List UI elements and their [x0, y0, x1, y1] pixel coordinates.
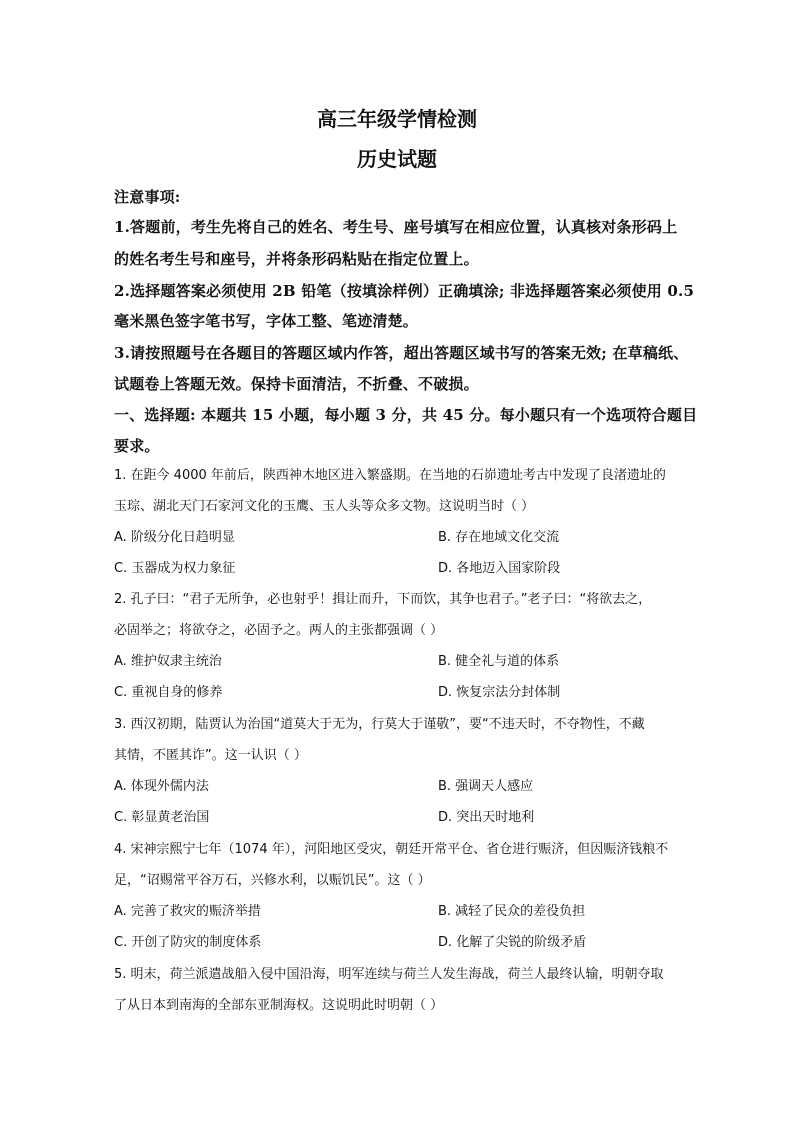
question-3-stem: 其情，不匿其诈”。这一认识（ ）	[114, 748, 307, 763]
question-5-stem: 了从日本到南海的全部东亚制海权。这说明此时明朝（ ）	[114, 998, 444, 1013]
question-4-option-c: C. 开创了防灾的制度体系	[114, 935, 262, 950]
notice-line: 3.请按照题号在各题目的答题区域内作答，超出答题区域书写的答案无效; 在草稿纸、	[114, 344, 689, 362]
question-4-stem: 足，“诏赐常平谷万石，兴修水利，以赈饥民”。这（ ）	[114, 873, 431, 888]
question-2-option-d: D. 恢复宗法分封体制	[438, 685, 561, 700]
notice-line: 毫米黑色签字笔书写，字体工整、笔迹清楚。	[114, 312, 419, 330]
question-2-option-b: B. 健全礼与道的体系	[438, 654, 560, 669]
question-5-stem: 5. 明末，荷兰派遣战船入侵中国沿海，明军连续与荷兰人发生海战，荷兰人最终认输，明朝夺取	[114, 967, 664, 982]
question-1-option-b: B. 存在地域文化交流	[438, 530, 560, 545]
question-1-option-c: C. 玉器成为权力象征	[114, 561, 236, 576]
notice-line: 2.选择题答案必须使用 2B 铅笔（按填涂样例）正确填涂; 非选择题答案必须使用 0.5	[114, 282, 695, 300]
question-3-stem: 3. 西汉初期，陆贾认为治国“道莫大于无为，行莫大于谨敬”，要“不违天时，不夺物性，不藏	[114, 717, 645, 732]
question-4-stem: 4. 宋神宗熙宁七年（1074 年），河阳地区受灾，朝廷开常平仓、省仓进行赈济，但因赈济钱粮不	[114, 842, 669, 857]
question-2-option-a: A. 维护奴隶主统治	[114, 654, 222, 669]
question-2-option-c: C. 重视自身的修养	[114, 685, 223, 700]
question-3-option-c: C. 彰显黄老治国	[114, 810, 210, 825]
notice-line: 的姓名考生号和座号，并将条形码粘贴在指定位置上。	[114, 250, 479, 268]
exam-subject: 历史试题	[357, 147, 437, 171]
question-3-option-b: B. 强调天人感应	[438, 779, 534, 794]
question-4-option-a: A. 完善了救灾的赈济举措	[114, 904, 261, 919]
question-3-option-d: D. 突出天时地利	[438, 810, 535, 825]
question-2-stem: 2. 孔子曰：“君子无所争，必也射乎！揖让而升，下而饮，其争也君子。”老子曰：“将欲去之，	[114, 592, 652, 607]
notice-heading: 注意事项:	[114, 188, 181, 206]
section-heading: 要求。	[114, 437, 160, 455]
question-4-option-d: D. 化解了尖锐的阶级矛盾	[438, 935, 587, 950]
notice-line: 1.答题前，考生先将自己的姓名、考生号、座号填写在相应位置，认真核对条形码上	[114, 218, 678, 236]
question-1-stem: 1. 在距今 4000 年前后，陕西神木地区进入繁盛期。在当地的石峁遗址考古中发现了良渚遗址的	[114, 468, 666, 483]
question-1-option-d: D. 各地迈入国家阶段	[438, 561, 561, 576]
question-3-option-a: A. 体现外儒内法	[114, 779, 209, 794]
question-4-option-b: B. 减轻了民众的差役负担	[438, 904, 586, 919]
question-1-option-a: A. 阶级分化日趋明显	[114, 530, 235, 545]
notice-line: 试题卷上答题无效。保持卡面清洁，不折叠、不破损。	[114, 375, 479, 393]
section-heading: 一、选择题: 本题共 15 小题，每小题 3 分，共 45 分。每小题只有一个选项符合题目	[114, 406, 698, 424]
exam-title: 高三年级学情检测	[317, 107, 477, 131]
question-2-stem: 必固举之；将欲夺之，必固予之。两人的主张都强调（ ）	[114, 623, 444, 638]
question-1-stem: 玉琮、湖北天门石家河文化的玉鹰、玉人头等众多文物。这说明当时（ ）	[114, 499, 535, 514]
